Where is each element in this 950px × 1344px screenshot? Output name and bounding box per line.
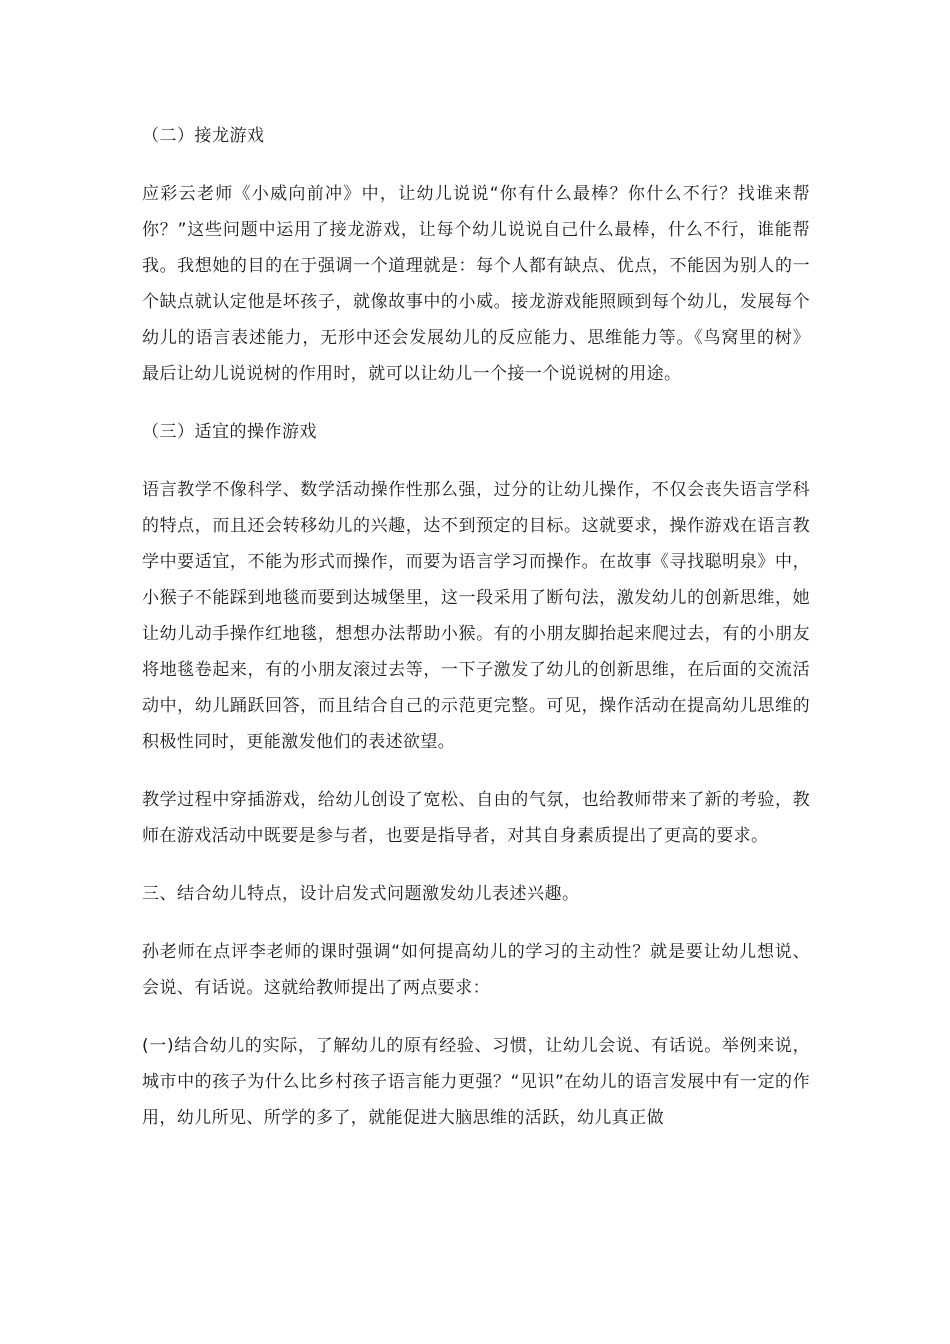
section-heading-heuristic-questions: 三、结合幼儿特点，设计启发式问题激发幼儿表述兴趣。 <box>142 884 580 904</box>
paragraph-relay-game: 应彩云老师《小威向前冲》中，让幼儿说说“你有什么最棒？你什么不行？找谁来帮你？”这些问题中运用了接龙游戏，让每个幼儿说说自己什么最棒，什么不行，谁能帮我。我想她的目的在于强调一个道理就是：每个人都有缺点、优点，不能因为别人的一个缺点就认定他是坏孩子，就像故事中的小威。接龙游戏能照顾到每个幼儿，发展每个幼儿的语言表述能力，无形中还会发展幼儿的反应能力、思维能力等。《鸟窝里的树》最后让幼儿说说树的作用时，就可以让幼儿一个接一个说说树的用途。 <box>142 184 810 384</box>
document-body <box>142 118 810 1158</box>
section-heading-operation-game: （三）适宜的操作游戏 <box>142 422 317 442</box>
paragraph-teacher-comment: 孙老师在点评李老师的课时强调“如何提高幼儿的学习的主动性？就是要让幼儿想说、会说、有话说。这就给教师提出了两点要求： <box>142 942 810 998</box>
section-heading-relay-game: （二）接龙游戏 <box>142 126 265 146</box>
paragraph-operation-game: 语言教学不像科学、数学活动操作性那么强，过分的让幼儿操作，不仅会丧失语言学科的特点，而且还会转移幼儿的兴趣，达不到预定的目标。这就要求，操作游戏在语言教学中要适宜，不能为形式而操作，而要为语言学习而操作。在故事《寻找聪明泉》中，小猴子不能踩到地毯而要到达城堡里，这一段采用了断句法，激发幼儿的创新思维，她让幼儿动手操作红地毯，想想办法帮助小猴。有的小朋友脚抬起来爬过去，有的小朋友将地毯卷起来，有的小朋友滚过去等，一下子激发了幼儿的创新思维，在后面的交流活动中，幼儿踊跃回答，而且结合自己的示范更完整。可见，操作活动在提高幼儿思维的积极性同时，更能激发他们的表述欲望。 <box>142 480 810 752</box>
paragraph-requirement-one: (一)结合幼儿的实际，了解幼儿的原有经验、习惯，让幼儿会说、有话说。举例来说，城市中的孩子为什么比乡村孩子语言能力更强？“见识”在幼儿的语言发展中有一定的作用，幼儿所见、所学的多了，就能促进大脑思维的活跃，幼儿真正做 <box>142 1036 810 1128</box>
paragraph-game-summary: 教学过程中穿插游戏，给幼儿创设了宽松、自由的气氛，也给教师带来了新的考验，教师在游戏活动中既要是参与者，也要是指导者，对其自身素质提出了更高的要求。 <box>142 790 810 846</box>
